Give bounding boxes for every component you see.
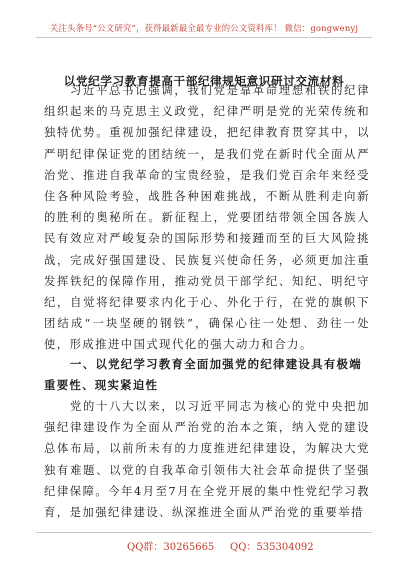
header-divider bbox=[36, 37, 372, 38]
section-heading-1: 一、以党纪学习教育全面加强党的纪律建设具有极端重要性、现实紧迫性 bbox=[44, 357, 362, 393]
document-title: 以党纪学习教育提高干部纪律规矩意识研讨交流材料 bbox=[63, 74, 345, 88]
body-paragraph-2: 党的十八大以来，以习近平同志为核心的党中央把加强纪律建设作为全面从严治党的治本之策，纳入党的建设总体布局，以前所未有的力度推进纪律建设，为解决大党独有难题、以党的自我革命引领伟大社会革命提供了坚强纪律保障。今年4月至7月在全党开展的集中性党纪学习教育，是加强纪律建设、纵深推进全面从严治党的重要举措 bbox=[44, 400, 370, 520]
footer-qq-group: QQ群：30265665 bbox=[127, 542, 215, 553]
header-banner: 关注头条号“公文研究”，获得最新最全最专业的公文资料库！ 微信：gongwenyj bbox=[49, 23, 359, 33]
body-paragraph-1: 习近平总书记强调，我们党是靠革命理想和铁的纪律组织起来的马克思主义政党，纪律严明是党的光荣传统和独特优势。重视加强纪律建设，把纪律教育贯穿其中，以严明纪律保证党的团结统一，是我们党在新时代全面从严治党、推进自我革命的宝贵经验，是我们党百余年来经受住各种风险考验，战胜各种困难挑战，不断从胜利走向新的胜利的奥秘所在。新征程上，党要团结带领全国各族人民有效应对严峻复杂的国际形势和接踵而至的巨大风险挑战，完成好强国建设、民族复兴使命任务，必须更加注重发挥铁纪的保障作用，推动党员干部学纪、知纪、明纪守纪，自觉将纪律要求内化于心、外化于行，在党的旗帜下团结成“一块坚硬的钢铁”，确保心往一处想、劲往一处使，形成推进中国式现代化的强大动力和合力。 bbox=[44, 84, 370, 352]
footer-divider bbox=[36, 532, 372, 533]
footer-qq-contact: QQ：535304092 bbox=[230, 542, 314, 553]
